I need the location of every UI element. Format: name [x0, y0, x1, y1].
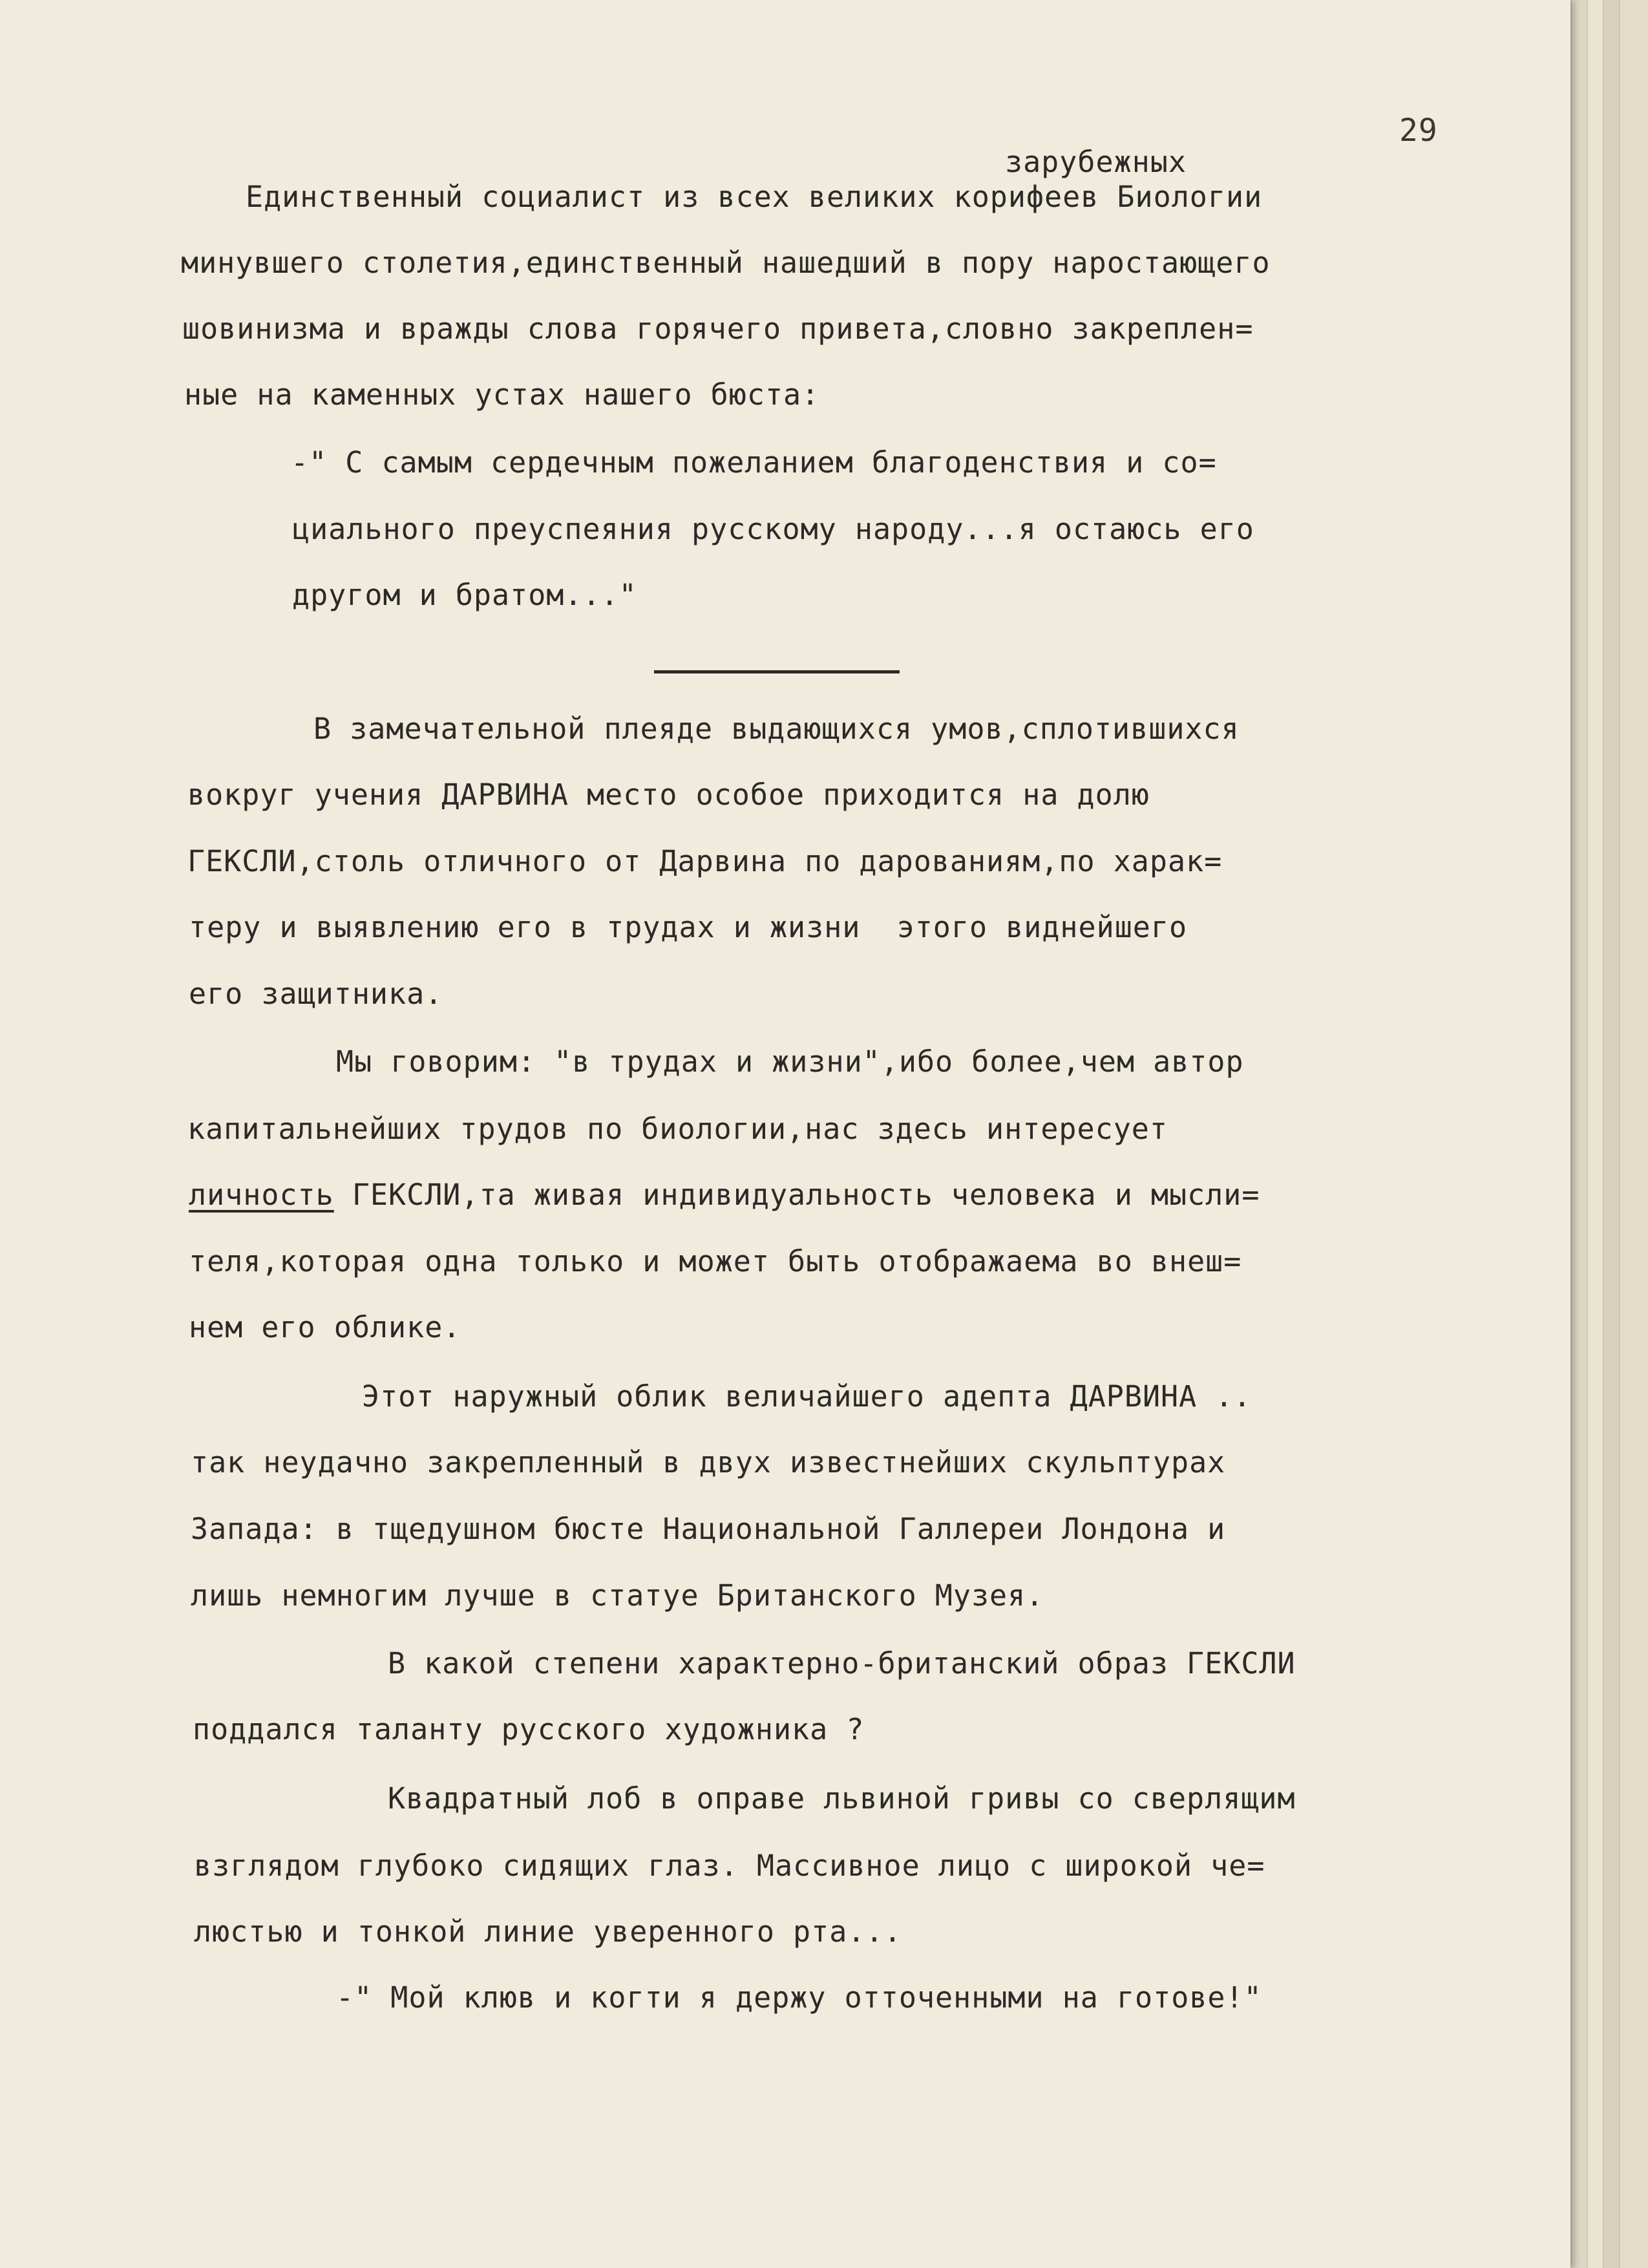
text-line: люстью и тонкой линие уверенного рта...: [194, 1914, 902, 1949]
text-line: В замечательной плеяде выдающихся умов,сплотившихся: [313, 712, 1240, 746]
text-line: лишь немногим лучше в статуе Британского Музея.: [191, 1578, 1044, 1613]
quote-line: -" С самым сердечным пожеланием благоденствия и со=: [291, 445, 1217, 480]
text-line: теру и выявлению его в трудах и жизни этого виднейшего: [189, 910, 1188, 944]
page-number: 29: [1399, 112, 1438, 149]
text-line: Этот наружный облик величайшего адепта ДАРВИНА ..: [362, 1379, 1252, 1414]
text-line: ные на каменных устах нашего бюста:: [184, 377, 820, 412]
text-line: вокруг учения ДАРВИНА место особое приходится на долю: [187, 778, 1150, 812]
text-line: минувшего столетия,единственный нашедший в пору наростающего: [181, 246, 1271, 280]
underlined-word: личность: [189, 1178, 334, 1212]
text-line: Запада: в тщедушном бюсте Национальной Галлереи Лондона и: [191, 1512, 1226, 1546]
text-line: ГЕКСЛИ,столь отличного от Дарвина по дарованиям,по харак=: [187, 844, 1223, 878]
sheet-edge: [1619, 0, 1648, 2268]
quote-line: -" Мой клюв и когти я держу отточенными на готове!": [336, 1980, 1262, 2015]
text-line: В какой степени характерно-британский образ ГЕКСЛИ: [388, 1646, 1296, 1680]
quote-line: циального преуспеяния русскому народу...я остаюсь его: [292, 512, 1254, 546]
text-line: капитальнейших трудов по биологии,нас здесь интересует: [187, 1112, 1168, 1146]
text-line: так неудачно закрепленный в двух известнейших скульптурах: [191, 1445, 1226, 1479]
text-line: его защитника.: [189, 977, 443, 1011]
text-line: взглядом глубоко сидящих глаз. Массивное лицо с широкой че=: [194, 1849, 1265, 1883]
text-line: [189, 1178, 1260, 1212]
text-line: поддался таланту русского художника ?: [193, 1712, 865, 1746]
handwritten-insertion: зарубежных: [1005, 145, 1187, 179]
text-line: нем его облике.: [189, 1310, 461, 1344]
text-span: ГЕКСЛИ,та живая индивидуальность человека и мысли=: [333, 1178, 1260, 1212]
text-line: Мы говорим: "в трудах и жизни",ибо более,чем автор: [336, 1044, 1244, 1079]
section-divider: [654, 670, 900, 673]
text-line: Единственный социалист из всех великих корифеев Биологии: [246, 180, 1263, 214]
text-line: теля,которая одна только и может быть отображаема во внеш=: [189, 1244, 1242, 1278]
quote-line: другом и братом...": [292, 578, 637, 612]
text-line: Квадратный лоб в оправе львиной гривы со сверлящим: [388, 1781, 1296, 1816]
text-line: шовинизма и вражды слова горячего привета,словно закреплен=: [182, 312, 1254, 346]
